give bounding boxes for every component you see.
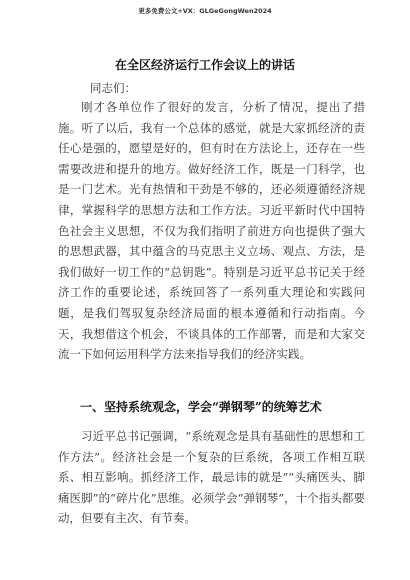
section-heading: 一、坚持系统观念，学会“弹钢琴”的统筹艺术: [80, 400, 322, 414]
page-header: 更多免费公文+VX：GLGeGongWen2024: [138, 7, 272, 15]
salutation: 同志们：: [90, 81, 136, 95]
body-paragraph-1: 刚才各单位作了很好的发言，分析了情况，提出了措施。听了以后，我有一个总体的感觉，就是大家抓经济的责任心是强的，愿望是好的，但有时在方法论上，还存在一些需要改进和提升的地方。做好经济工作，既是一门科学，也是一门艺术。光有热情和干劲是不够的，还必须遵循经济规律，掌握科学的思想方法和工作方法。习近平新时代中国特色社会主义思想，不仅为我们指明了前进方向也提供了强大的思想武器，其中蕴含的马克思主义立场、观点、方法，是我们做好一切工作的“总钥匙”。特别是习近平总书记关于经济工作的重要论述，系统回答了一系列重大理论和实践问题，是我们驾驭复杂经济局面的根本遵循和行动指南。今天，我想借这个机会，不谈具体的工作部署，而是和大家交流一下如何运用科学方法来指导我们的经济实践。: [58, 100, 365, 362]
speech-title: 在全区经济运行工作会议上的讲话: [114, 58, 295, 72]
body-paragraph-2: 习近平总书记强调，“系统观念是具有基础性的思想和工作方法”。经济社会是一个复杂的巨系统，各项工作相互联系、相互影响。抓经济工作，最忌讳的就是““头痛医头、脚痛医脚”的“碎片化”思维。必须学会“弹钢琴”，十个指头都要动，但要有主次、有节奏。: [58, 429, 365, 526]
